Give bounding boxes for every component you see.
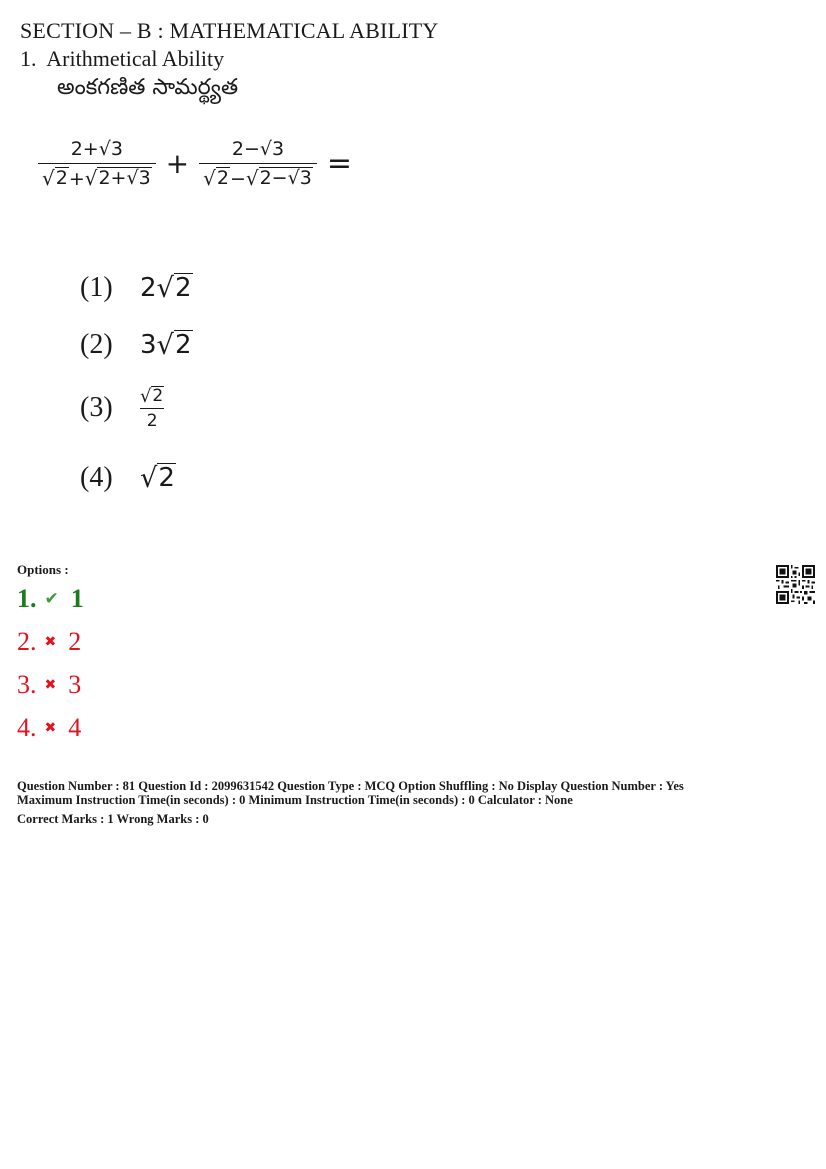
question-meta-line-1: Question Number : 81 Question Id : 2099631542 Question Type : MCQ Option Shuffling : No Display Question Number : Yes [17, 779, 684, 793]
qr-code-icon [776, 565, 815, 604]
choice-value: 3 √ 2 [140, 330, 192, 362]
subsection-telugu-title: అంకగణిత సామర్థ్యత [57, 75, 239, 100]
sqrt-expression: √ 2 [42, 165, 68, 190]
subsection-number: 1. [20, 46, 37, 71]
option-number: 2. [17, 627, 37, 656]
option-1 [17, 584, 84, 614]
option-4 [17, 713, 81, 743]
choice-label: (4) [80, 462, 113, 493]
choice-label: (1) [80, 272, 113, 303]
fraction-1-numerator: 2+√3 [70, 138, 123, 160]
choice-3 [80, 386, 164, 431]
option-3 [17, 670, 81, 700]
equals-sign: = [326, 146, 352, 182]
fraction-1-denominator: √ 2 + √ 2+√3 [42, 165, 151, 190]
option-value: 4 [68, 713, 82, 742]
choice-fraction: √ 2 2 [140, 386, 164, 431]
subsection-heading [20, 46, 224, 72]
cross-icon: ✖ [44, 720, 57, 736]
fraction-2-numerator: 2−√3 [231, 138, 285, 160]
sqrt-expression: √ 2 [203, 165, 229, 190]
sqrt-expression: √ 2−√3 [245, 165, 312, 190]
section-title: SECTION – B : MATHEMATICAL ABILITY [20, 18, 439, 43]
option-number: 1. [17, 584, 37, 613]
choice-4 [80, 462, 176, 494]
question-equation [38, 138, 352, 190]
sqrt-expression: √ 2 [156, 273, 192, 305]
fraction-1 [38, 138, 156, 190]
subsection-title: Arithmetical Ability [46, 46, 225, 71]
sqrt-expression: √ 2 [140, 386, 164, 407]
check-icon: ✔ [44, 589, 59, 609]
option-value: 3 [68, 670, 82, 699]
choice-label: (3) [80, 392, 113, 424]
question-meta-line-3: Correct Marks : 1 Wrong Marks : 0 [17, 812, 209, 826]
option-2 [17, 627, 81, 657]
option-number: 4. [17, 713, 37, 742]
sqrt-expression: √ 2 [156, 330, 192, 362]
plus-operator: + [165, 147, 190, 181]
fraction-bar [140, 408, 164, 409]
options-label: Options : [17, 562, 69, 577]
fraction-2-denominator: √ 2 − √ 2−√3 [203, 165, 312, 190]
question-meta-line-2: Maximum Instruction Time(in seconds) : 0 Minimum Instruction Time(in seconds) : 0 Calculator : None [17, 793, 573, 807]
choice-1 [80, 272, 193, 304]
choice-value [140, 386, 164, 431]
option-value: 1 [70, 584, 84, 613]
choice-value [140, 463, 176, 495]
choice-2 [80, 329, 193, 361]
sqrt-expression: √ 2+√3 [84, 165, 151, 190]
option-number: 3. [17, 670, 37, 699]
cross-icon: ✖ [44, 634, 57, 650]
choice-label: (2) [80, 329, 113, 360]
sqrt-expression: √ 2 [140, 463, 175, 495]
fraction-2 [199, 138, 317, 190]
cross-icon: ✖ [44, 677, 57, 693]
option-value: 2 [68, 627, 82, 656]
choice-value: 2 √ 2 [140, 273, 192, 305]
